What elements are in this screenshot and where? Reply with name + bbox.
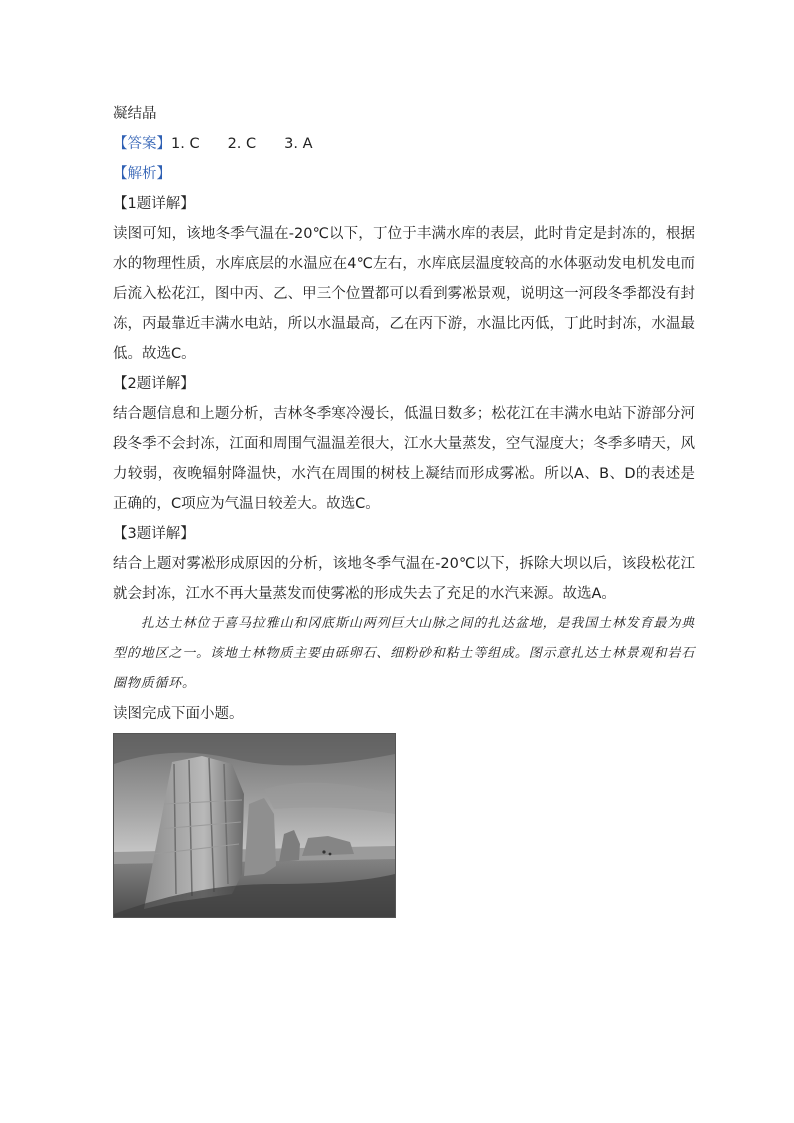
answer-item-2: 2. C <box>227 136 257 152</box>
q3-explanation: 结合上题对雾凇形成原因的分析，该地冬季气温在-20℃以下，拆除大坝以后，该段松花江就会封冻，江水不再大量蒸发而使雾凇的形成失去了充足的水汽来源。故选A。 <box>113 556 695 602</box>
answer-item-3: 3. A <box>284 136 313 152</box>
q3-heading: 【3题详解】 <box>113 526 195 542</box>
question-instruction: 读图完成下面小题。 <box>113 706 244 722</box>
document-page <box>113 99 695 918</box>
material-intro: 扎达土林位于喜马拉雅山和冈底斯山两列巨大山脉之间的扎达盆地，是我国土林发育最为典型的地区之一。该地土林物质主要由砾卵石、细粉砂和粘土等组成。图示意扎达土林景观和岩石圈物质循环。 <box>113 616 695 691</box>
q2-heading: 【2题详解】 <box>113 376 195 392</box>
continued-text: 凝结晶 <box>113 106 157 122</box>
q2-explanation: 结合题信息和上题分析，吉林冬季寒冷漫长，低温日数多；松花江在丰满水电站下游部分河段冬季不会封冻，江面和周围气温温差很大，江水大量蒸发，空气湿度大；冬季多晴天，风力较弱，夜晚辐射降温快，水汽在周围的树枝上凝结而形成雾凇。所以A、B、D的表述是正确的，C项应为气温日较差大。故选C。 <box>113 406 695 512</box>
answer-label: 【答案】 <box>113 136 171 152</box>
answer-line <box>113 129 695 159</box>
q1-heading: 【1题详解】 <box>113 196 195 212</box>
analysis-label: 【解析】 <box>113 166 171 182</box>
q1-explanation: 读图可知，该地冬季气温在-20℃以下，丁位于丰满水库的表层，此时肯定是封冻的，根据水的物理性质，水库底层的水温应在4℃左右，水库底层温度较高的水体驱动发电机发电而后流入松花江，图中丙、乙、甲三个位置都可以看到雾凇景观，说明这一河段冬季都没有封冻，丙最靠近丰满水电站，所以水温最高，乙在丙下游，水温比丙低，丁此时封冻，水温最低。故选C。 <box>113 226 695 362</box>
zanda-earth-forest-photo <box>113 733 396 918</box>
answer-item-1: 1. C <box>171 136 200 152</box>
